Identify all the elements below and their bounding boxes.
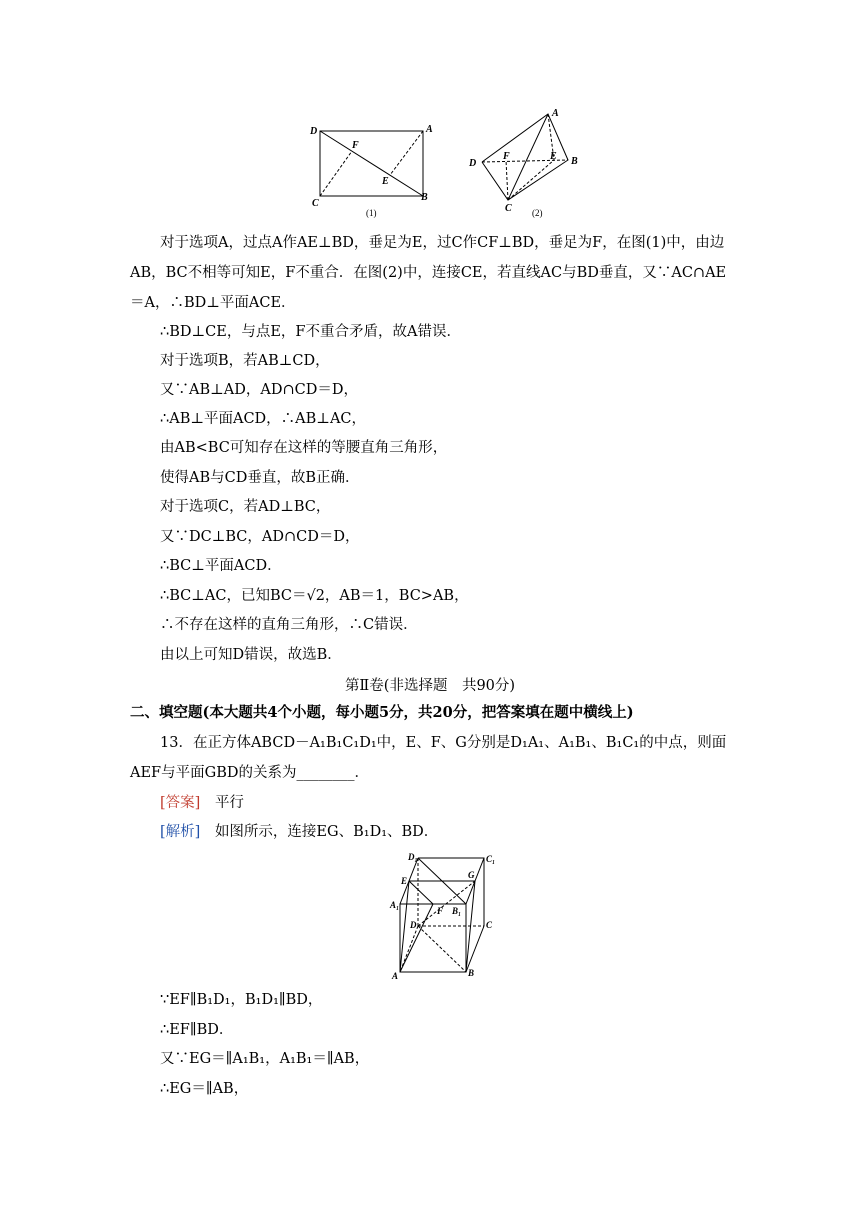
fig2-label-e: E: [550, 151, 557, 162]
solution-line-4: ∴AB⊥平面ACD，∴AB⊥AC，: [160, 411, 367, 427]
fig1-label-d: D: [310, 126, 318, 137]
cube-label-d: D: [410, 920, 417, 930]
answer-tag: [答案]: [160, 795, 201, 811]
proof-line-1: ∵EF∥B₁D₁，B₁D₁∥BD，: [160, 992, 323, 1008]
analysis-text: 如图所示，连接EG、B₁D₁、BD．: [214, 824, 439, 840]
cube-label-a: A: [392, 971, 399, 980]
fig2-caption: (2): [532, 208, 543, 218]
solution-line-1: ∴BD⊥CE，与点E，F不重合矛盾，故A错误．: [160, 324, 461, 340]
solution-line-11: ∴不存在这样的直角三角形，∴C错误．: [160, 617, 418, 633]
question-13-text: 13．在正方体ABCD－A₁B₁C₁D₁中，E、F、G分别是D₁A₁、A₁B₁、B₁C₁的中点，则面AEF与平面GBD的关系为________．: [130, 735, 727, 781]
analysis-tag: [解析]: [160, 824, 201, 840]
cube-label-b1: B₁: [452, 906, 462, 916]
fig1-label-a: A: [426, 124, 433, 135]
figure-2-tetrahedron: [462, 104, 592, 220]
fig1-caption: (1): [366, 208, 377, 218]
solution-line-2: 对于选项B，若AB⊥CD，: [160, 353, 330, 369]
proof-line-3: 又∵EG＝∥A₁B₁，A₁B₁＝∥AB，: [160, 1051, 370, 1067]
solution-line-3: 又∵AB⊥AD，AD∩CD＝D，: [160, 382, 358, 398]
cube-label-a1: A₁: [390, 900, 400, 910]
cube-label-g: G: [468, 870, 475, 880]
solution-line-9: ∴BC⊥平面ACD．: [160, 558, 282, 574]
cube-label-d1: D₁: [408, 852, 418, 862]
solution-line-12: 由以上可知D错误，故选B．: [160, 647, 342, 663]
cube-label-c1: C₁: [486, 854, 496, 864]
cube-label-b: B: [468, 968, 475, 978]
fig1-label-b: B: [421, 192, 428, 203]
cube-label-e: E: [401, 876, 408, 886]
section-heading: 二、填空题(本大题共4个小题，每小题5分，共20分，把答案填在题中横线上): [130, 704, 634, 721]
fig2-label-c: C: [505, 203, 512, 214]
fig2-label-b: B: [571, 156, 578, 167]
analysis-line: [160, 822, 438, 842]
solution-line-5: 由AB<BC可知存在这样的等腰直角三角形，: [160, 440, 448, 456]
cube-label-c: C: [486, 920, 493, 930]
fig2-label-a: A: [552, 108, 559, 119]
paragraph-option-a: [130, 228, 730, 318]
proof-line-4: ∴EG＝∥AB，: [160, 1081, 249, 1097]
section-title: 第Ⅱ卷(非选择题 共90分): [344, 678, 516, 694]
fig2-label-d: D: [469, 158, 477, 169]
solution-line-7: 对于选项C，若AD⊥BC，: [160, 499, 331, 515]
answer-line: [160, 793, 244, 813]
fig2-label-f: F: [503, 151, 510, 162]
figure-cube: [388, 848, 508, 980]
figure-1-rectangle: [300, 118, 440, 218]
fig1-label-e: E: [382, 176, 389, 187]
cube-label-f: F: [437, 906, 444, 916]
solution-line-10: ∴BC⊥AC，已知BC＝√2，AB＝1，BC>AB，: [160, 588, 469, 604]
answer-text: 平行: [214, 795, 244, 811]
fig1-label-f: F: [352, 140, 359, 151]
solution-line-6: 使得AB与CD垂直，故B正确．: [160, 470, 360, 486]
solution-line-8: 又∵DC⊥BC，AD∩CD＝D，: [160, 529, 360, 545]
fig1-label-c: C: [312, 198, 319, 209]
proof-line-2: ∴EF∥BD．: [160, 1022, 234, 1038]
question-13: [130, 728, 730, 788]
paragraph-option-a-text: 对于选项A，过点A作AE⊥BD，垂足为E，过C作CF⊥BD，垂足为F，在图(1)中，由边AB，BC不相等可知E，F不重合．在图(2)中，连接CE，若直线AC与BD垂直，又∵AC∩AE＝A，∴BD⊥平面ACE．: [130, 235, 727, 311]
